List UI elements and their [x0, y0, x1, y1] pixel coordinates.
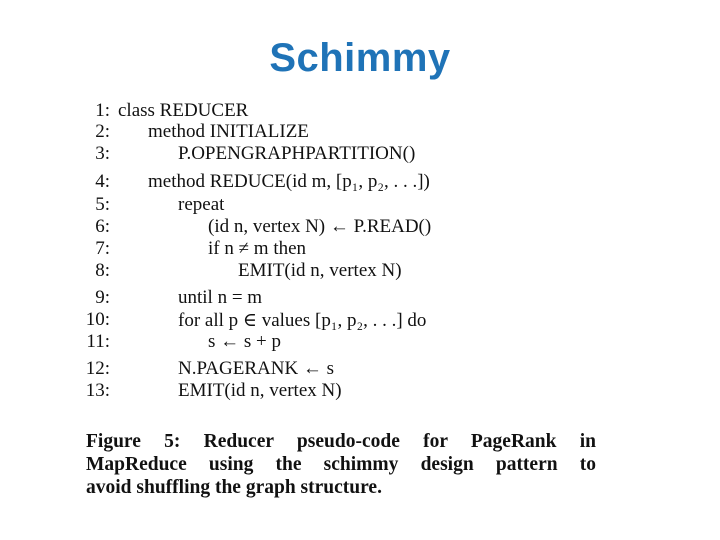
- code-text: (id n, vertex N) ← P.READ(): [208, 216, 432, 237]
- code-text: method REDUCE(id m, [p₁, p₂, . . .]): [148, 171, 430, 192]
- line-number: 12:: [85, 358, 110, 379]
- line-number: 11:: [86, 331, 110, 352]
- caption-line-2: MapReduce using the schimmy design pattern to: [86, 454, 596, 475]
- code-text: method INITIALIZE: [148, 121, 309, 142]
- line-number: 5:: [95, 194, 110, 215]
- line-number: 9:: [95, 287, 110, 308]
- code-text: repeat: [178, 194, 225, 215]
- line-number: 8:: [95, 260, 110, 281]
- line-number: 6:: [95, 216, 110, 237]
- figure-caption: [86, 430, 596, 499]
- code-text: for all p ∈ values [p₁, p₂, . . .] do: [178, 310, 427, 331]
- code-text: until n = m: [178, 287, 263, 308]
- line-number: 13:: [85, 380, 110, 401]
- code-text: EMIT(id n, vertex N): [238, 260, 402, 281]
- slide-title: Schimmy: [269, 36, 451, 80]
- code-text: EMIT(id n, vertex N): [178, 380, 342, 401]
- code-text: N.PAGERANK ← s: [178, 358, 335, 379]
- code-text: class REDUCER: [118, 100, 249, 121]
- code-text: if n ≠ m then: [208, 238, 307, 259]
- caption-line-1: Figure 5: Reducer pseudo-code for PageRank in: [86, 431, 596, 452]
- line-number: 2:: [95, 121, 110, 142]
- line-number: 3:: [95, 143, 110, 164]
- caption-line-3: avoid shuffling the graph structure.: [86, 477, 382, 498]
- line-number: 4:: [95, 171, 110, 192]
- line-number: 1:: [95, 100, 110, 121]
- code-text: P.OPENGRAPHPARTITION(): [178, 143, 416, 164]
- line-number: 10:: [85, 309, 110, 330]
- code-text: s ← s + p: [208, 331, 282, 352]
- line-number: 7:: [95, 238, 110, 259]
